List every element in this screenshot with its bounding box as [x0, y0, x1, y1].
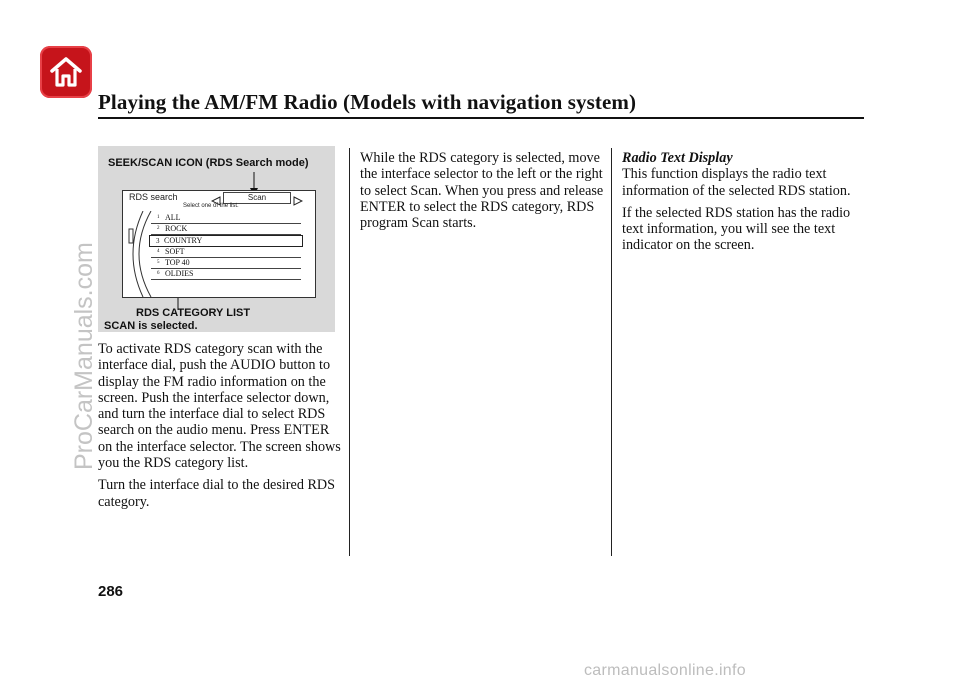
home-button[interactable]	[40, 46, 92, 98]
callout-seek-scan-icon: SEEK/SCAN ICON (RDS Search mode)	[108, 157, 309, 169]
figure-caption: SCAN is selected.	[104, 320, 198, 332]
col1-paragraph-1: To activate RDS category scan with the interface dial, push the AUDIO button to display the FM radio information on the screen. Push the interface selector down, and turn the interface dial to select RDS search on the audio menu. Press ENTER on the interface selector. The screen shows you the RDS category list.	[98, 341, 341, 472]
column-3	[622, 150, 862, 254]
page-number: 286	[98, 583, 124, 600]
screen-title: RDS search	[129, 192, 178, 202]
column-divider	[349, 148, 350, 556]
rds-search-screen	[122, 190, 316, 298]
page-title: Playing the AM/FM Radio (Models with navigation system)	[98, 90, 637, 114]
column-1	[98, 341, 344, 510]
category-row[interactable]: 2 ROCK	[151, 224, 301, 235]
home-icon	[48, 54, 84, 90]
dial-graphic	[123, 211, 153, 297]
category-row[interactable]: 6 OLDIES	[151, 269, 301, 280]
callout-category-list: RDS CATEGORY LIST	[136, 307, 251, 319]
section-heading: Radio Text Display	[622, 150, 733, 166]
watermark-vertical: ProCarManuals.com	[70, 242, 98, 470]
col3-paragraph-2: If the selected RDS station has the radio text information, you will see the text indicator on the screen.	[622, 204, 851, 254]
title-divider	[98, 117, 864, 119]
screen-instruction: Select one of the list.	[183, 203, 239, 209]
scan-button[interactable]: Scan	[223, 192, 291, 204]
col3-paragraph-1: This function displays the radio text information of the selected RDS station.	[622, 166, 851, 199]
watermark-bottom: carmanualsonline.info	[584, 662, 746, 679]
col1-paragraph-2: Turn the interface dial to the desired RDS category.	[98, 477, 336, 510]
category-row[interactable]: 1 ALL	[151, 213, 301, 224]
category-row[interactable]: 4 SOFT	[151, 247, 301, 258]
column-2	[360, 150, 605, 231]
column-divider	[611, 148, 612, 556]
category-row-selected[interactable]: 3 COUNTRY	[149, 235, 303, 247]
col2-paragraph-1: While the RDS category is selected, move the interface selector to the left or the right to select Scan. When you press and release ENTER to select the RDS category, RDS program Scan starts.	[360, 150, 604, 232]
category-row[interactable]: 5 TOP 40	[151, 258, 301, 269]
chevron-right-icon	[293, 193, 303, 211]
